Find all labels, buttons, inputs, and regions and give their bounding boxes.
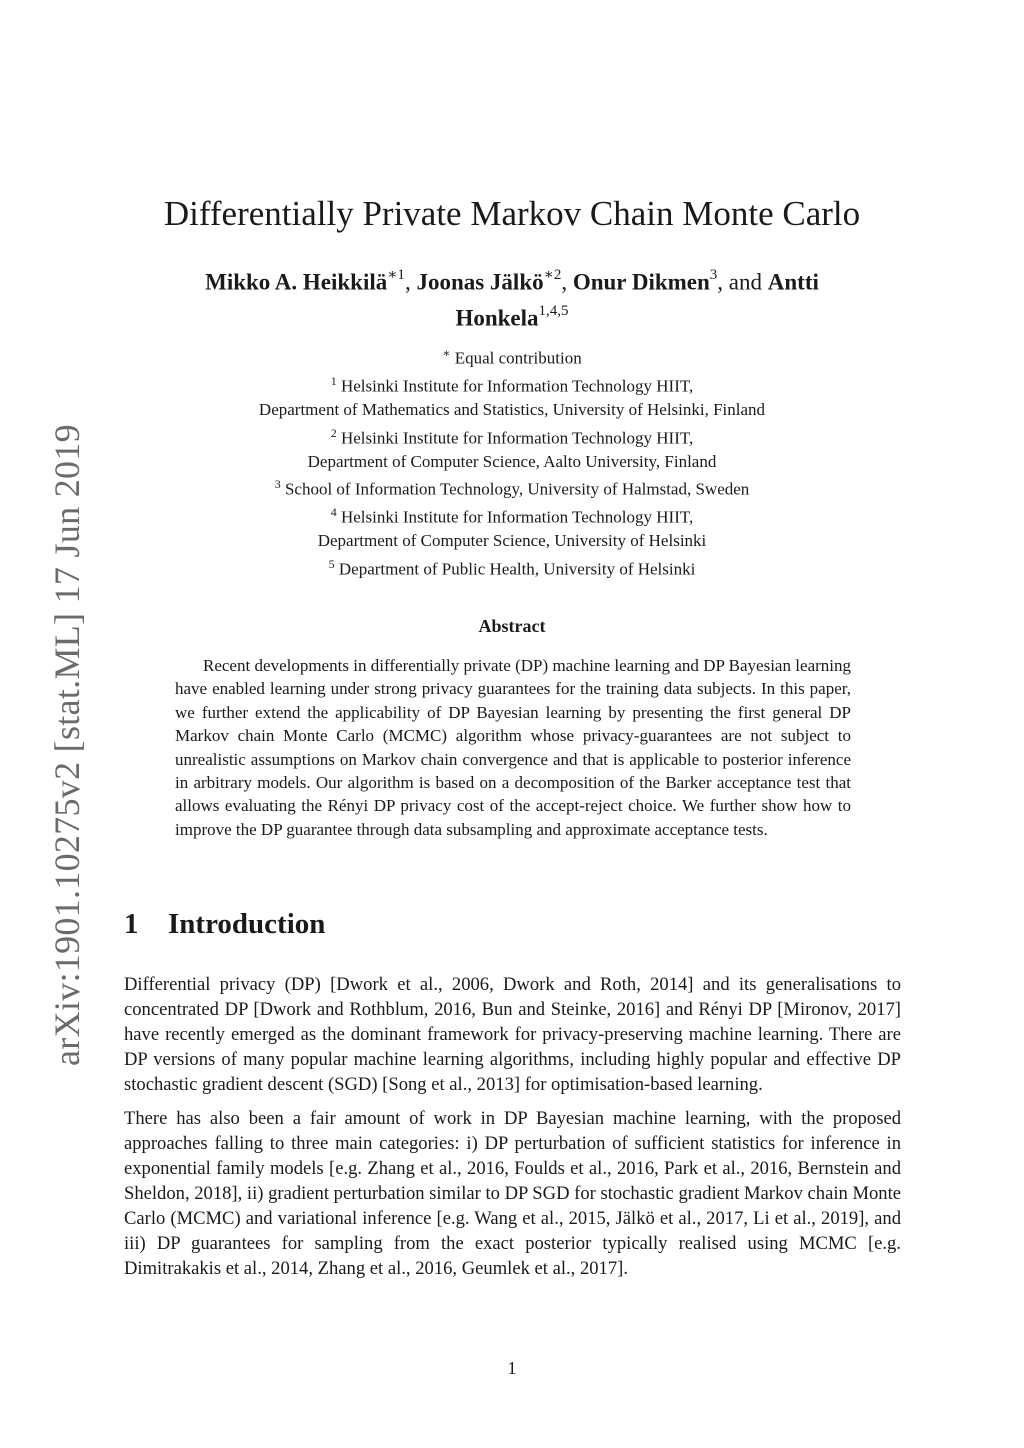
body-text bbox=[124, 972, 901, 1290]
abstract-body bbox=[175, 654, 851, 841]
author-sup: 3 bbox=[709, 267, 718, 283]
affiliation-text: Department of Public Health, University of Helsinki bbox=[338, 559, 696, 579]
author-sup: ∗1 bbox=[387, 267, 405, 283]
author-list: Mikko A. Heikkilä$^{∗1}$, Joonas Jälkö$^{∗2}$, Onur Dikmen$^3$, and Antti Honkela$^{1,4,5}$ bbox=[205, 267, 819, 331]
affiliation-mark: 1 bbox=[330, 374, 337, 389]
author-sup: ∗2 bbox=[543, 267, 562, 283]
author-name: Onur Dikmen bbox=[572, 269, 710, 295]
section-number: 1 bbox=[124, 908, 139, 940]
section-title: Introduction bbox=[168, 908, 326, 940]
paragraph: Differential privacy (DP) [Dwork et al., 2006, Dwork and Roth, 2014] and its generalisations to concentrated DP [Dwork and Rothblum, 2016, Bun and Steinke, 2016] and Rényi DP [Mironov, 2017] have recently emerged as the dominant framework for privacy-preserving machine learning. There are DP versions of many popular machine learning algorithms, including highly popular and effective DP stochastic gradient descent (SGD) [Song et al., 2013] for optimisation-based learning. bbox=[124, 974, 901, 1095]
author-name: Antti Honkela bbox=[455, 269, 819, 331]
affiliation-mark: 3 bbox=[274, 477, 281, 491]
affiliation-text: Helsinki Institute for Information Technology HIIT, bbox=[340, 428, 694, 448]
arxiv-stamp: arXiv:1901.10275v2 [stat.ML] 17 Jun 2019 bbox=[47, 424, 87, 1066]
affiliation-line bbox=[150, 422, 874, 450]
affiliation-text: School of Information Technology, University of Halmstad, Sweden bbox=[284, 479, 750, 499]
affiliation-line bbox=[150, 450, 874, 473]
affiliation-line bbox=[150, 370, 874, 398]
affiliation-mark: 4 bbox=[330, 505, 337, 520]
affiliation-text: Department of Computer Science, University of Helsinki bbox=[317, 531, 707, 551]
affiliation-mark: 2 bbox=[330, 425, 337, 440]
affiliation-line bbox=[150, 398, 874, 421]
abstract-text: Recent developments in differentially private (DP) machine learning and DP Bayesian learning have enabled learning under strong privacy guarantees for the training data subjects. In this paper, we further extend the applicability of DP Bayesian learning by presenting the first general DP Markov chain Monte Carlo (MCMC) algorithm whose privacy-guarantees are not subject to unrealistic assumptions on Markov chain convergence and that is applicable to posterior inference in arbitrary models. Our algorithm is based on a decomposition of the Barker acceptance test that allows evaluating the Rényi DP privacy cost of the accept-reject choice. We further show how to improve the DP guarantee through data subsampling and approximate acceptance tests. bbox=[175, 656, 851, 839]
affiliation-text: Department of Mathematics and Statistics, University of Helsinki, Finland bbox=[258, 400, 766, 420]
author-conjunction: and bbox=[728, 269, 763, 295]
affiliation-mark: ∗ bbox=[442, 346, 451, 360]
affiliation-line bbox=[150, 553, 874, 581]
author-sup: 1,4,5 bbox=[538, 302, 569, 319]
affiliation-list bbox=[150, 342, 874, 581]
affiliation-line bbox=[150, 529, 874, 552]
affiliation-line bbox=[150, 342, 874, 370]
author-name: Joonas Jälkö bbox=[416, 269, 544, 295]
affiliation-line bbox=[150, 501, 874, 529]
affiliation-text: Equal contribution bbox=[454, 348, 582, 368]
affiliation-line bbox=[150, 473, 874, 501]
affiliation-text: Helsinki Institute for Information Technology HIIT, bbox=[340, 507, 694, 527]
affiliation-text: Department of Computer Science, Aalto University, Finland bbox=[307, 451, 717, 471]
abstract-heading: Abstract bbox=[478, 616, 546, 636]
author-name: Mikko A. Heikkilä bbox=[205, 269, 388, 295]
paper-title: Differentially Private Markov Chain Monte Carlo bbox=[163, 194, 861, 233]
affiliation-text: Helsinki Institute for Information Technology HIIT, bbox=[340, 376, 694, 396]
section-heading bbox=[124, 908, 325, 941]
affiliation-mark: 5 bbox=[328, 556, 335, 571]
paragraph: There has also been a fair amount of work in DP Bayesian machine learning, with the proposed approaches falling to three main categories: i) DP perturbation of sufficient statistics for inference in exponential family models [e.g. Zhang et al., 2016, Foulds et al., 2016, Park et al., 2016, Bernstein and Sheldon, 2018], ii) gradient perturbation similar to DP SGD for stochastic gradient Markov chain Monte Carlo (MCMC) and variational inference [e.g. Wang et al., 2015, Jälkö et al., 2017, Li et al., 2019], and iii) DP guarantees for sampling from the exact posterior typically realised using MCMC [e.g. Dimitrakakis et al., 2014, Zhang et al., 2016, Geumlek et al., 2017]. bbox=[124, 1108, 901, 1279]
page-number: 1 bbox=[507, 1358, 517, 1378]
